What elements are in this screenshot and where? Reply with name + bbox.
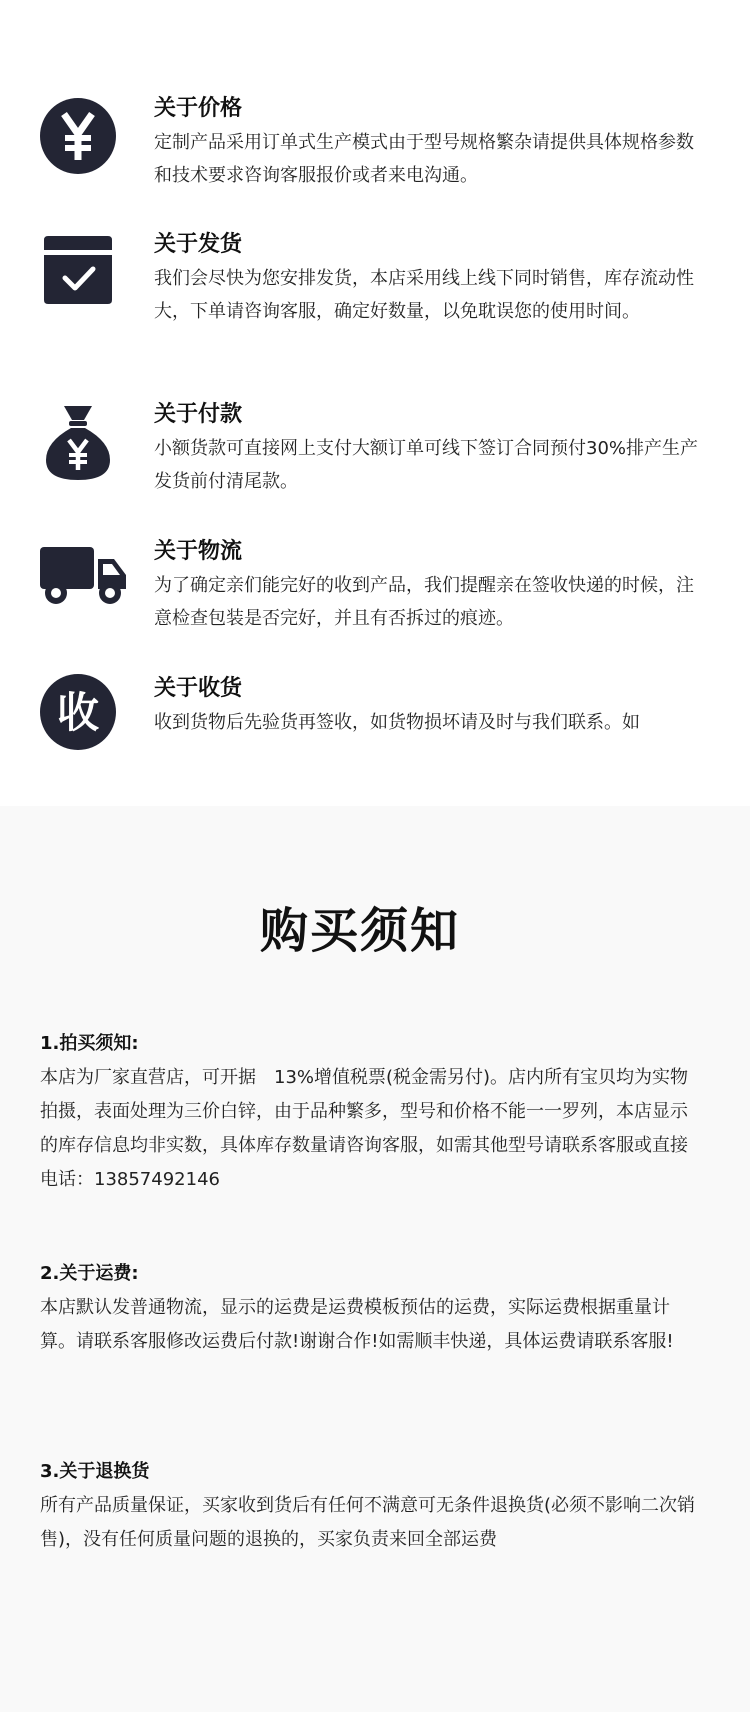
feature-title: 关于发货 [154, 232, 243, 257]
notice-heading: 2.关于运费: [40, 1263, 139, 1284]
truck-icon [38, 533, 128, 613]
feature-text: 定制产品采用订单式生产模式由于型号规格繁杂请提供具体规格参数和技术要求咨询客服报价或者来电沟通。 [154, 132, 694, 186]
feature-text: 小额货款可直接网上支付大额订单可线下签订合同预付30%排产生产发货前付清尾款。 [154, 438, 699, 492]
notice-heading: 3.关于退换货 [40, 1461, 150, 1482]
receive-glyph: 收 [56, 688, 100, 737]
feature-title: 关于收货 [154, 676, 243, 701]
feature-title: 关于物流 [154, 539, 243, 564]
feature-text: 我们会尽快为您安排发货，本店采用线上线下同时销售，库存流动性大，下单请咨询客服，确定好数量，以免耽误您的使用时间。 [154, 268, 694, 322]
feature-title: 关于付款 [154, 402, 243, 427]
feature-text: 为了确定亲们能完好的收到产品，我们提醒亲在签收快递的时候，注意检查包装是否完好，并且有否拆过的痕迹。 [154, 575, 694, 629]
notice-body: 本店为厂家直营店，可开据 13%增值税票(税金需另付)。店内所有宝贝均为实物拍摄，表面处理为三价白锌，由于品种繁多，型号和价格不能一一罗列，本店显示的库存信息均非实数，具体库存数量请咨询客服，如需其他型号请联系客服或直接电话：13857492146 [40, 1067, 689, 1190]
box-check-icon [38, 232, 118, 312]
notice-body: 本店默认发普通物流，显示的运费是运费模板预估的运费，实际运费根据重量计算。请联系客服修改运费后付款!谢谢合作!如需顺丰快递，具体运费请联系客服! [40, 1297, 674, 1352]
notice-item [40, 1027, 704, 1197]
purchase-notice-title: 购买须知 [259, 903, 460, 959]
service-info-section [0, 0, 750, 806]
notice-item [40, 1455, 704, 1557]
notice-body: 所有产品质量保证，买家收到货后有任何不满意可无条件退换货(必须不影响二次销售)，没有任何质量问题的退换的，买家负责来回全部运费 [40, 1495, 696, 1550]
feature-text: 收到货物后先验货再签收，如货物损坏请及时与我们联系。如 [154, 712, 640, 733]
notice-heading: 1.拍买须知: [40, 1033, 139, 1054]
notice-item [40, 1257, 704, 1359]
money-bag-icon [38, 402, 118, 482]
yen-circle-icon [38, 96, 118, 176]
receive-circle-icon [38, 672, 118, 752]
feature-title: 关于价格 [154, 96, 243, 121]
